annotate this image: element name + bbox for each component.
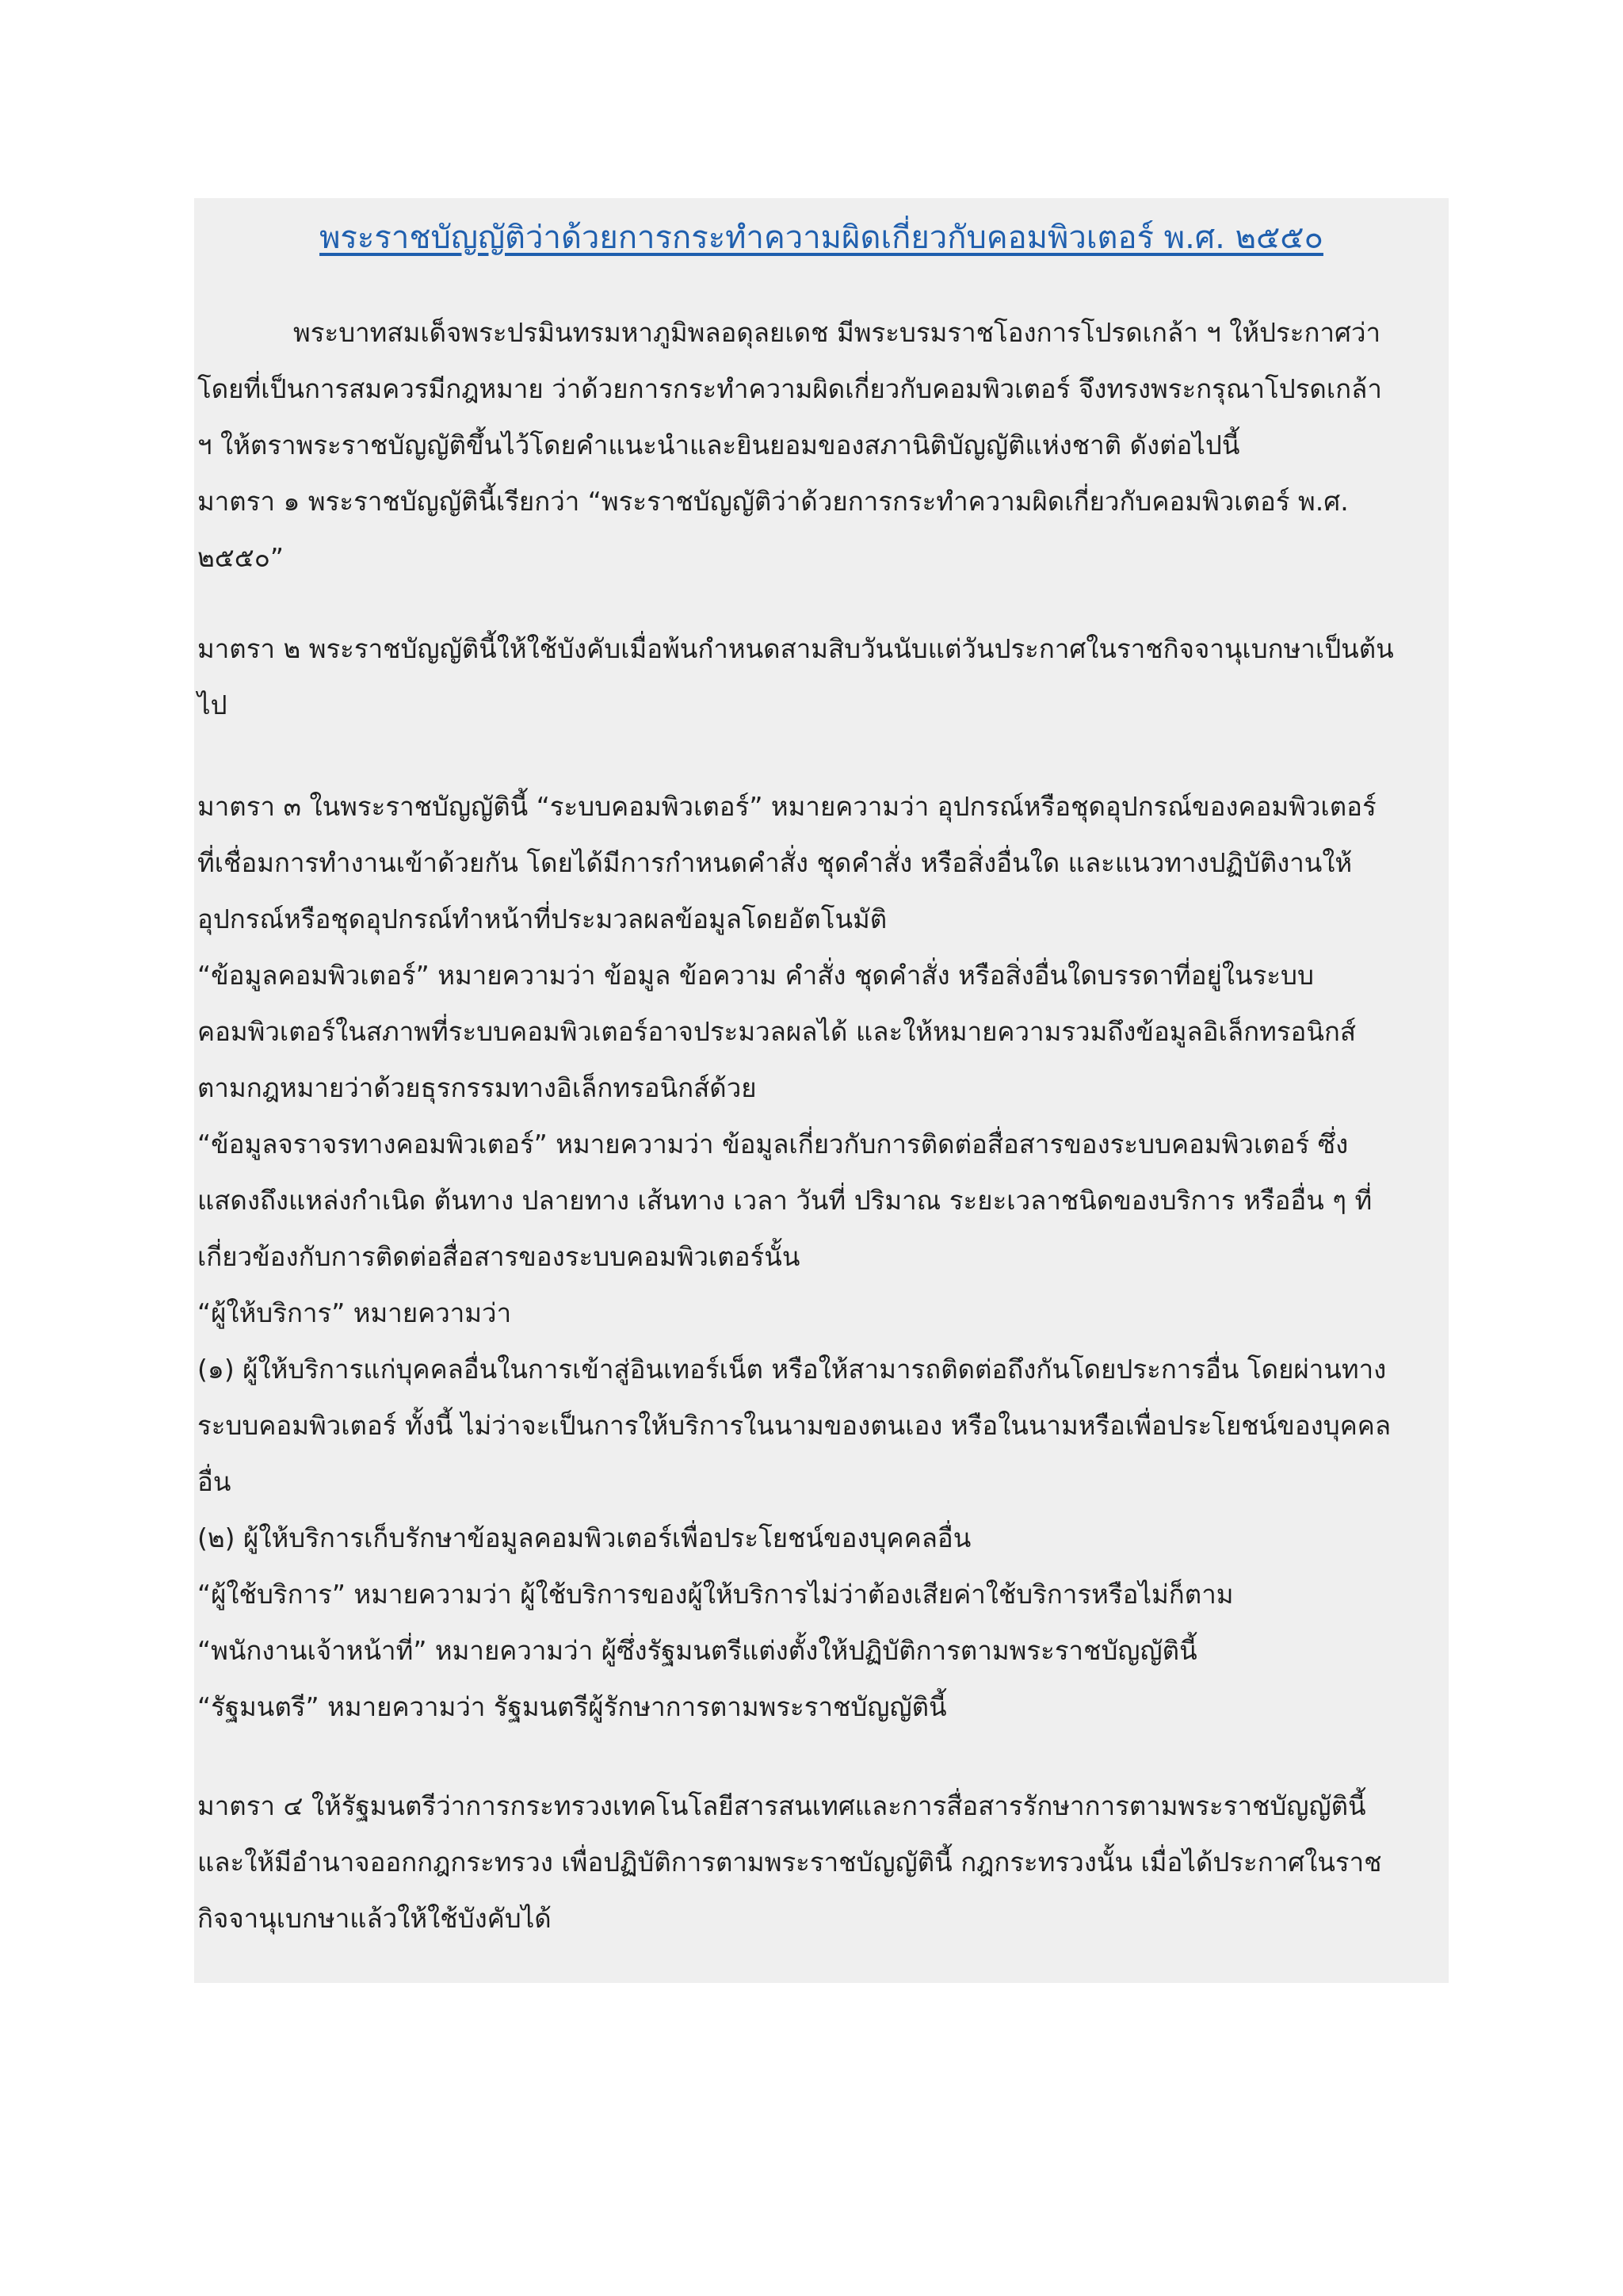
section-4-line: กิจจานุเบกษาแล้วให้ใช้บังคับได้ <box>197 1903 552 1934</box>
section-2-line: มาตรา ๒ พระราชบัญญัตินี้ให้ใช้บังคับเมื่อพ้นกำหนดสามสิบวันนับแต่วันประกาศในราชกิจจานุเบกษาเป็นต้น <box>197 633 1394 664</box>
definition-line: ตามกฎหมายว่าด้วยธุรกรรมทางอิเล็กทรอนิกส์ด้วย <box>197 1072 757 1103</box>
definition-line: “ข้อมูลจราจรทางคอมพิวเตอร์” หมายความว่า ข้อมูลเกี่ยวกับการติดต่อสื่อสารของระบบคอมพิวเตอร์ ซึ่ง <box>197 1129 1349 1159</box>
section-1-line: ๒๕๕๐” <box>197 542 284 573</box>
section-3-line: ที่เชื่อมการทำงานเข้าด้วยกัน โดยได้มีการกำหนดคำสั่ง ชุดคำสั่ง หรือสิ่งอื่นใด และแนวทางปฏิบัติงานให้ <box>197 847 1353 878</box>
section-4-line: และให้มีอำนาจออกกฎกระทรวง เพื่อปฏิบัติการตามพระราชบัญญัตินี้ กฎกระทรวงนั้น เมื่อได้ประกาศในราช <box>197 1847 1382 1878</box>
definition-line: “พนักงานเจ้าหน้าที่” หมายความว่า ผู้ซึ่งรัฐมนตรีแต่งตั้งให้ปฏิบัติการตามพระราชบัญญัตินี้ <box>197 1635 1197 1666</box>
definition-line: (๑) ผู้ให้บริการแก่บุคคลอื่นในการเข้าสู่อินเทอร์เน็ต หรือให้สามารถติดต่อถึงกันโดยประการอื่น โดยผ่านทาง <box>197 1354 1387 1385</box>
section-3-line: มาตรา ๓ ในพระราชบัญญัตินี้ “ระบบคอมพิวเตอร์” หมายความว่า อุปกรณ์หรือชุดอุปกรณ์ของคอมพิวเตอร์ <box>197 791 1377 822</box>
definition-line: ระบบคอมพิวเตอร์ ทั้งนี้ ไม่ว่าจะเป็นการให้บริการในนามของตนเอง หรือในนามหรือเพื่อประโยชน์ของบุคคล <box>197 1410 1392 1441</box>
preamble-line: โดยที่เป็นการสมควรมีกฎหมาย ว่าด้วยการกระทำความผิดเกี่ยวกับคอมพิวเตอร์ จึงทรงพระกรุณาโปรดเกล้า <box>197 373 1382 404</box>
definition-line: (๒) ผู้ให้บริการเก็บรักษาข้อมูลคอมพิวเตอร์เพื่อประโยชน์ของบุคคลอื่น <box>197 1522 972 1553</box>
definition-line: “ข้อมูลคอมพิวเตอร์” หมายความว่า ข้อมูล ข้อความ คำสั่ง ชุดคำสั่ง หรือสิ่งอื่นใดบรรดาที่อยู่ในระบบ <box>197 960 1314 991</box>
document-title: พระราชบัญญัติว่าด้วยการกระทำความผิดเกี่ยวกับคอมพิวเตอร์ พ.ศ. ๒๕๕๐ <box>319 220 1323 256</box>
definition-line: “ผู้ให้บริการ” หมายความว่า <box>197 1297 512 1328</box>
preamble-line: ฯ ให้ตราพระราชบัญญัติขึ้นไว้โดยคำแนะนำและยินยอมของสภานิติบัญญัติแห่งชาติ ดังต่อไปนี้ <box>197 430 1240 460</box>
definition-line: “รัฐมนตรี” หมายความว่า รัฐมนตรีผู้รักษาการตามพระราชบัญญัตินี้ <box>197 1691 947 1722</box>
definition-line: แสดงถึงแหล่งกำเนิด ต้นทาง ปลายทาง เส้นทาง เวลา วันที่ ปริมาณ ระยะเวลาชนิดของบริการ หรืออื่น ๆ ที่ <box>197 1185 1373 1216</box>
section-2-line: ไป <box>197 690 227 720</box>
section-1-line: มาตรา ๑ พระราชบัญญัตินี้เรียกว่า “พระราชบัญญัติว่าด้วยการกระทำความผิดเกี่ยวกับคอมพิวเตอร์ พ.ศ. <box>197 486 1349 517</box>
preamble-line: พระบาทสมเด็จพระปรมินทรมหาภูมิพลอดุลยเดช มีพระบรมราชโองการโปรดเกล้า ฯ ให้ประกาศว่า <box>293 317 1381 348</box>
definition-line: คอมพิวเตอร์ในสภาพที่ระบบคอมพิวเตอร์อาจประมวลผลได้ และให้หมายความรวมถึงข้อมูลอิเล็กทรอนิกส์ <box>197 1016 1357 1047</box>
section-3-line: อุปกรณ์หรือชุดอุปกรณ์ทำหน้าที่ประมวลผลข้อมูลโดยอัตโนมัติ <box>197 904 888 934</box>
definition-line: “ผู้ใช้บริการ” หมายความว่า ผู้ใช้บริการของผู้ให้บริการไม่ว่าต้องเสียค่าใช้บริการหรือไม่ก็ตาม <box>197 1579 1234 1610</box>
document-body <box>194 198 1449 1983</box>
definition-line: เกี่ยวข้องกับการติดต่อสื่อสารของระบบคอมพิวเตอร์นั้น <box>197 1241 800 1272</box>
section-4-line: มาตรา ๔ ให้รัฐมนตรีว่าการกระทรวงเทคโนโลยีสารสนเทศและการสื่อสารรักษาการตามพระราชบัญญัตินี้ <box>197 1790 1366 1821</box>
definition-line: อื่น <box>197 1466 231 1497</box>
